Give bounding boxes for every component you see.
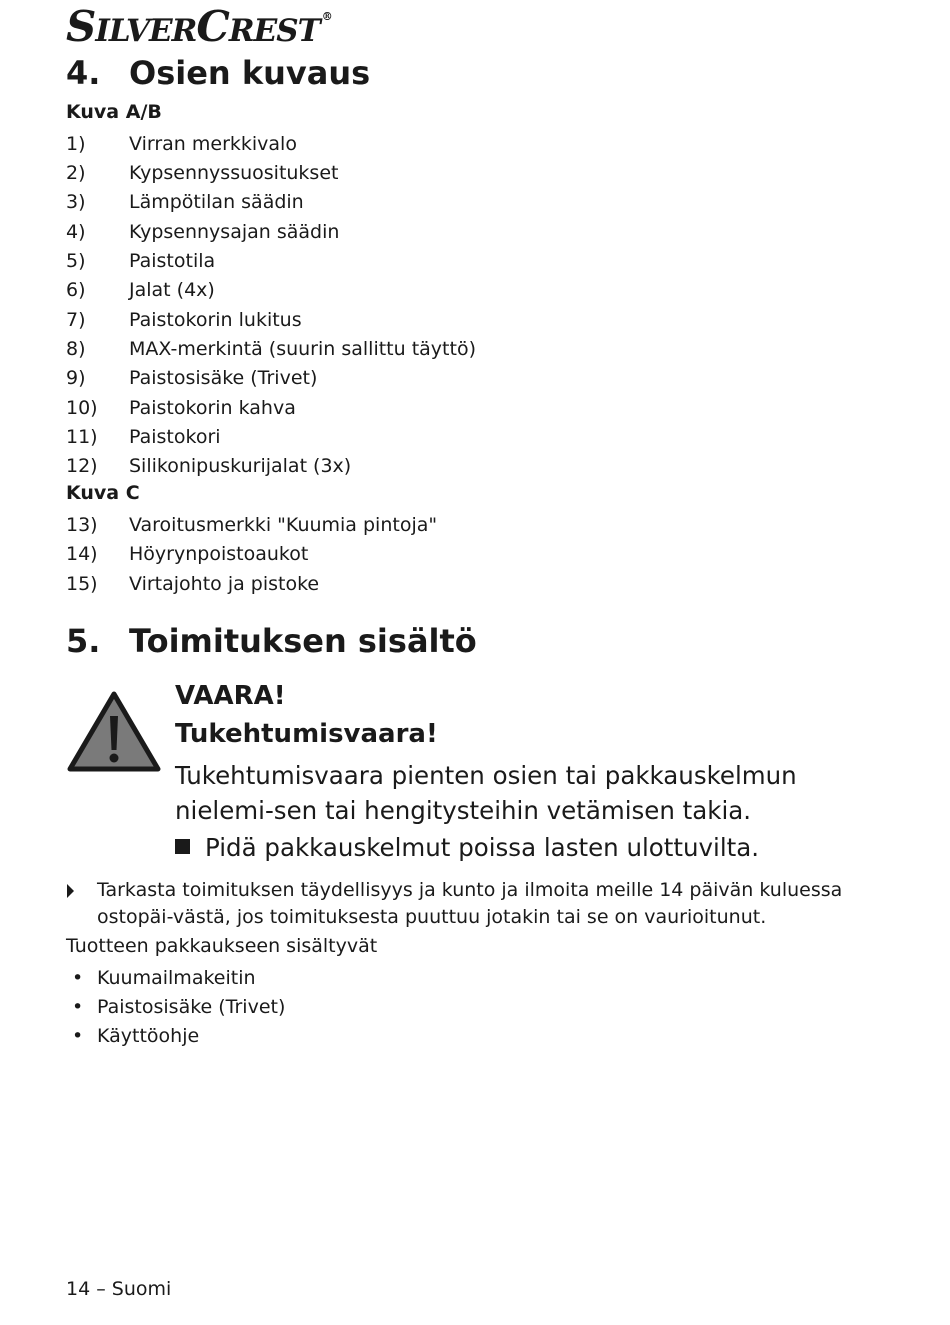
section-title: Toimituksen sisältö <box>129 622 477 660</box>
part-item: 2) Kypsennyssuositukset <box>66 162 339 184</box>
warning-signal-word: VAARA! <box>175 681 286 711</box>
instruction-text: Tarkasta toimituksen täydellisyys ja kunto ja ilmoita meille 14 päivän kuluessa ostopäi-västä, jos toimituksesta puuttuu jotakin tai se on vaurioitunut. <box>97 879 843 928</box>
part-item: 4) Kypsennysajan säädin <box>66 221 340 243</box>
silvercrest-logo: SILVERCREST ® <box>66 2 332 51</box>
part-item: 3) Lämpötilan säädin <box>66 191 304 213</box>
warning-bullet <box>175 830 759 865</box>
page-number: 14 <box>66 1278 91 1300</box>
part-item: 13) Varoitusmerkki "Kuumia pintoja" <box>66 514 438 536</box>
part-item: 11) Paistokori <box>66 426 221 448</box>
part-item: 15) Virtajohto ja pistoke <box>66 573 320 595</box>
part-item: 10) Paistokorin kahva <box>66 397 296 419</box>
section-4-heading <box>66 54 370 92</box>
contents-intro: Tuotteen pakkaukseen sisältyvät <box>66 935 378 957</box>
section-title: Osien kuvaus <box>129 54 371 92</box>
contents-item: • Kuumailmakeitin <box>72 967 256 989</box>
warning-bullet-text: Pidä pakkauskelmut poissa lasten ulottuvilta. <box>205 833 760 862</box>
part-item: 14) Höyrynpoistoaukot <box>66 543 309 565</box>
warning-text: Tukehtumisvaara pienten osien tai pakkauskelmun nielemi-sen tai hengitysteihin vetämisen takia. <box>175 761 797 825</box>
contents-item: • Käyttöohje <box>72 1025 200 1047</box>
section-number: 5. <box>66 622 101 660</box>
warning-triangle-icon <box>66 690 162 774</box>
part-item: 9) Paistosisäke (Trivet) <box>66 367 318 389</box>
page-footer <box>66 1278 171 1300</box>
part-item: 8) MAX-merkintä (suurin sallittu täyttö) <box>66 338 476 360</box>
warning-heading: Tukehtumisvaara! <box>175 719 438 749</box>
arrow-bullet-icon <box>67 884 74 898</box>
footer-language: Suomi <box>111 1278 172 1300</box>
part-item: 5) Paistotila <box>66 250 216 272</box>
part-item: 12) Silikonipuskurijalat (3x) <box>66 455 352 477</box>
subheading-kuva-c: Kuva C <box>66 482 140 504</box>
part-item: 1) Virran merkkivalo <box>66 133 297 155</box>
part-item: 7) Paistokorin lukitus <box>66 309 302 331</box>
part-item: 6) Jalat (4x) <box>66 279 215 301</box>
square-bullet-icon <box>175 839 190 854</box>
section-number: 4. <box>66 54 101 92</box>
footer-dash: – <box>96 1278 106 1300</box>
contents-item: • Paistosisäke (Trivet) <box>72 996 286 1018</box>
section-5-heading <box>66 622 477 660</box>
subheading-kuva-ab: Kuva A/B <box>66 101 162 123</box>
